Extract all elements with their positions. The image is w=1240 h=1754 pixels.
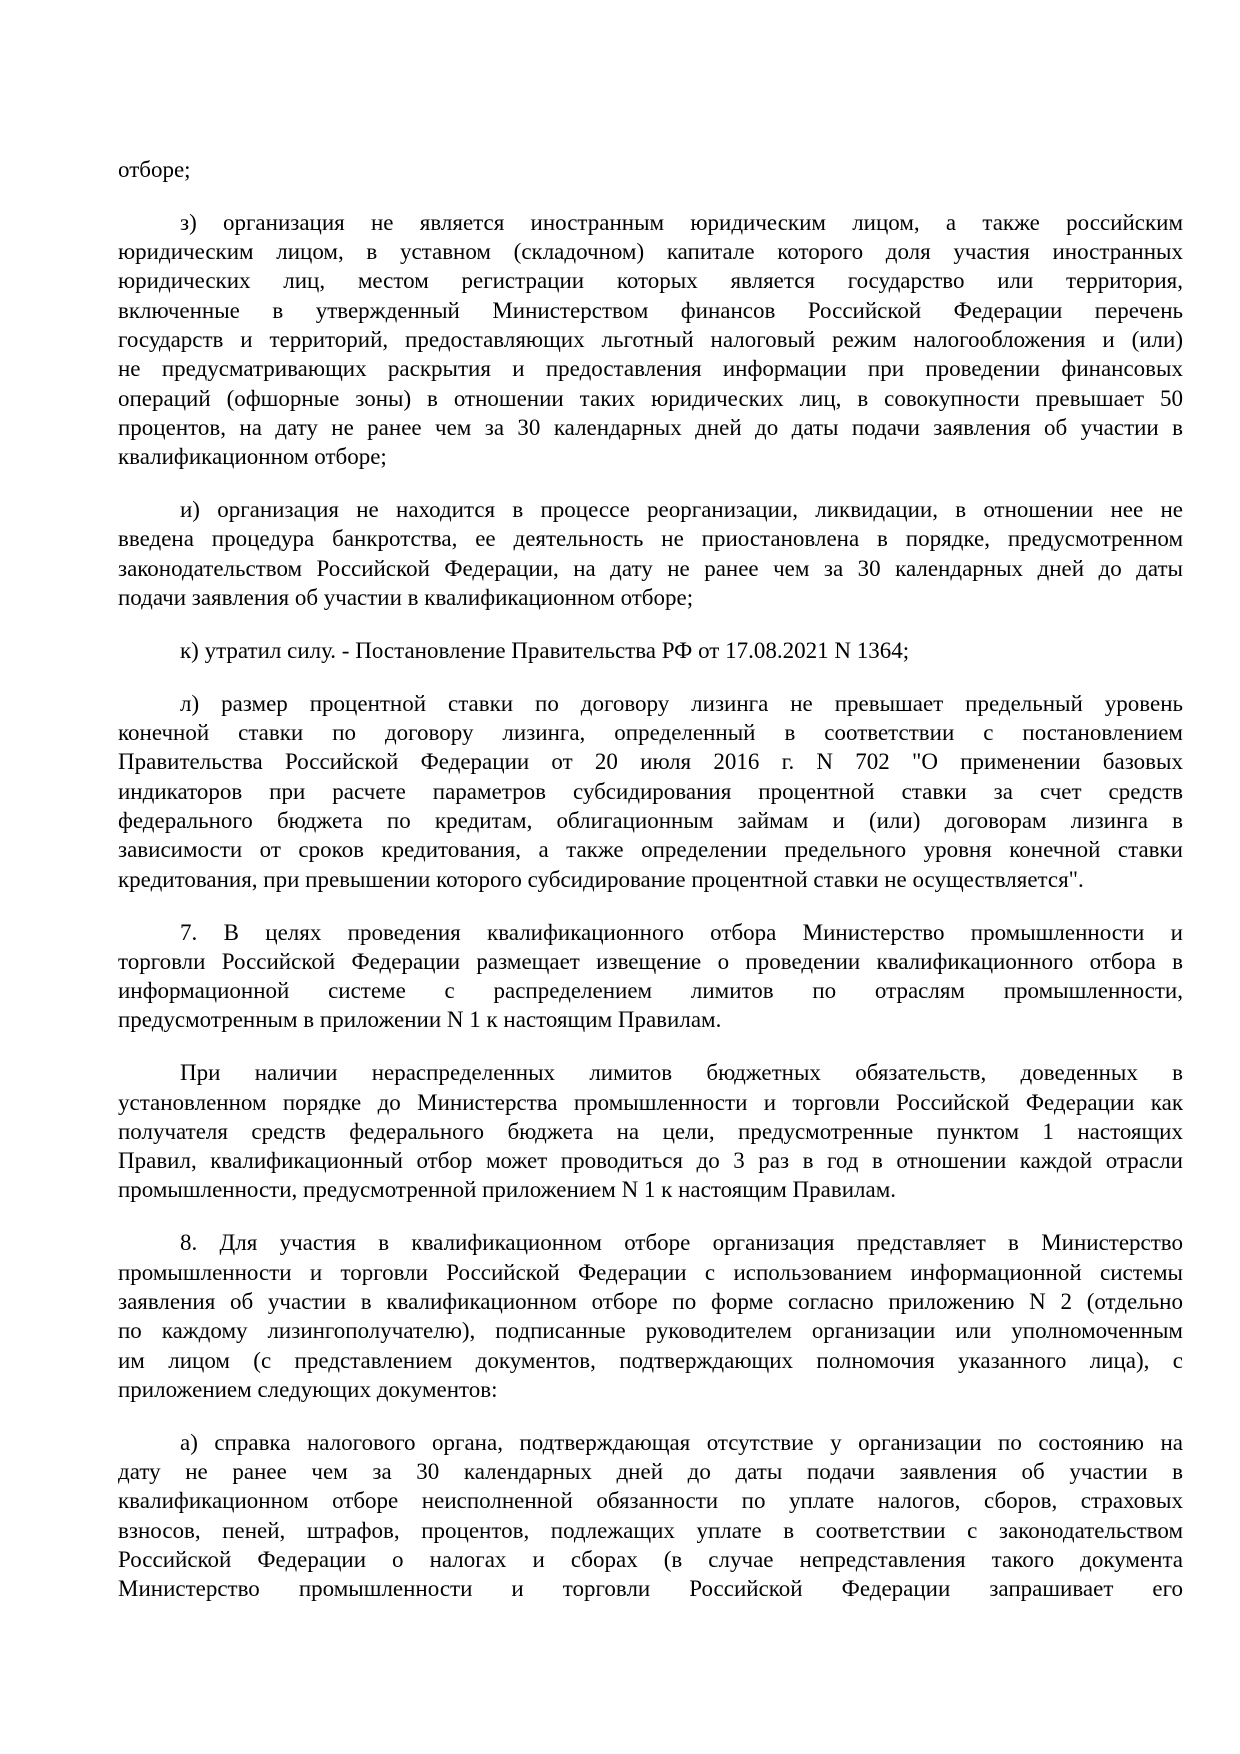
text-line: 7. В целях проведения квалификационного отбора Министерство промышленности и (180, 919, 1183, 945)
text-line: взносов, пеней, штрафов, процентов, подлежащих уплате в соответствии с законодательством (118, 1517, 1183, 1543)
text-line: квалификационном отборе неисполненной обязанности по уплате налогов, сборов, страховых (118, 1488, 1183, 1514)
text-line: заявления об участии в квалификационном отборе по форме согласно приложению N 2 (отдельно (118, 1288, 1183, 1314)
text-line: включенные в утвержденный Министерством финансов Российской Федерации перечень (118, 297, 1183, 323)
text-line: з) организация не является иностранным юридическим лицом, а также российским (180, 209, 1183, 235)
document-page (118, 155, 1183, 1627)
text-line: Министерство промышленности и торговли Российской Федерации запрашивает его (118, 1576, 1183, 1602)
text-line: конечной ставки по договору лизинга, определенный в соответствии с постановлением (118, 720, 1183, 746)
text-line: дату не ранее чем за 30 календарных дней до даты подачи заявления об участии в (118, 1459, 1183, 1485)
text-line: зависимости от сроков кредитования, а также определении предельного уровня конечной ставки (118, 837, 1183, 863)
text-line: к) утратил силу. - Постановление Правительства РФ от 17.08.2021 N 1364; (180, 637, 910, 663)
text-line: и) организация не находится в процессе реорганизации, ликвидации, в отношении нее не (180, 497, 1183, 523)
text-line: получателя средств федерального бюджета на цели, предусмотренные пунктом 1 настоящих (118, 1118, 1183, 1144)
text-line: Правительства Российской Федерации от 20 июля 2016 г. N 702 "О применении базовых (118, 749, 1183, 775)
paragraph (118, 1228, 1183, 1404)
text-line: промышленности и торговли Российской Федерации с использованием информационной системы (118, 1259, 1183, 1285)
text-line: Российской Федерации о налогах и сборах (в случае непредставления такого документа (118, 1546, 1183, 1572)
text-line: юридическим лицом, в уставном (складочном) капитале которого доля участия иностранных (118, 239, 1183, 265)
paragraph (118, 155, 1183, 184)
paragraph (118, 918, 1183, 1035)
text-line: промышленности, предусмотренной приложением N 1 к настоящим Правилам. (118, 1177, 897, 1203)
text-line: федерального бюджета по кредитам, облигационным займам и (или) договорам лизинга в (118, 808, 1183, 834)
text-line: а) справка налогового органа, подтверждающая отсутствие у организации по состоянию на (180, 1429, 1183, 1455)
text-line: юридических лиц, местом регистрации которых является государство или территория, (118, 268, 1183, 294)
text-line: индикаторов при расчете параметров субсидирования процентной ставки за счет средств (118, 778, 1183, 804)
paragraph (118, 636, 1183, 665)
text-line: государств и территорий, предоставляющих льготный налоговый режим налогообложения и (или) (118, 327, 1183, 353)
text-line: подачи заявления об участии в квалификационном отборе; (118, 585, 694, 611)
text-line: им лицом (с представлением документов, подтверждающих полномочия указанного лица), с (118, 1347, 1183, 1373)
text-line: информационной системе с распределением лимитов по отраслям промышленности, (118, 978, 1183, 1004)
text-line: введена процедура банкротства, ее деятельность не приостановлена в порядке, предусмотренном (118, 526, 1183, 552)
text-line: кредитования, при превышении которого субсидирование процентной ставки не осуществляется". (118, 866, 1084, 892)
paragraph (118, 495, 1183, 612)
text-line: законодательством Российской Федерации, на дату не ранее чем за 30 календарных дней до даты (118, 555, 1183, 581)
paragraph (118, 1428, 1183, 1604)
paragraph (118, 208, 1183, 472)
text-line: Правил, квалификационный отбор может проводиться до 3 раз в год в отношении каждой отрасли (118, 1148, 1183, 1174)
text-line: 8. Для участия в квалификационном отборе организация представляет в Министерство (180, 1230, 1183, 1256)
text-line: операций (офшорные зоны) в отношении таких юридических лиц, в совокупности превышает 50 (118, 385, 1183, 411)
text-line: процентов, на дату не ранее чем за 30 календарных дней до даты подачи заявления об участии в (118, 414, 1183, 440)
text-line: не предусматривающих раскрытия и предоставления информации при проведении финансовых (118, 356, 1183, 382)
text-line: торговли Российской Федерации размещает извещение о проведении квалификационного отбора в (118, 948, 1183, 974)
paragraph (118, 1058, 1183, 1204)
text-line: установленном порядке до Министерства промышленности и торговли Российской Федерации как (118, 1089, 1183, 1115)
text-line: л) размер процентной ставки по договору лизинга не превышает предельный уровень (180, 690, 1183, 716)
text-line: квалификационном отборе; (118, 444, 387, 470)
text-line: предусмотренным в приложении N 1 к настоящим Правилам. (118, 1007, 722, 1033)
text-line: по каждому лизингополучателю), подписанные руководителем организации или уполномоченным (118, 1318, 1183, 1344)
text-line: приложением следующих документов: (118, 1376, 498, 1402)
text-line: При наличии нераспределенных лимитов бюджетных обязательств, доведенных в (180, 1060, 1183, 1086)
paragraph (118, 689, 1183, 894)
text-line: отборе; (118, 157, 191, 182)
